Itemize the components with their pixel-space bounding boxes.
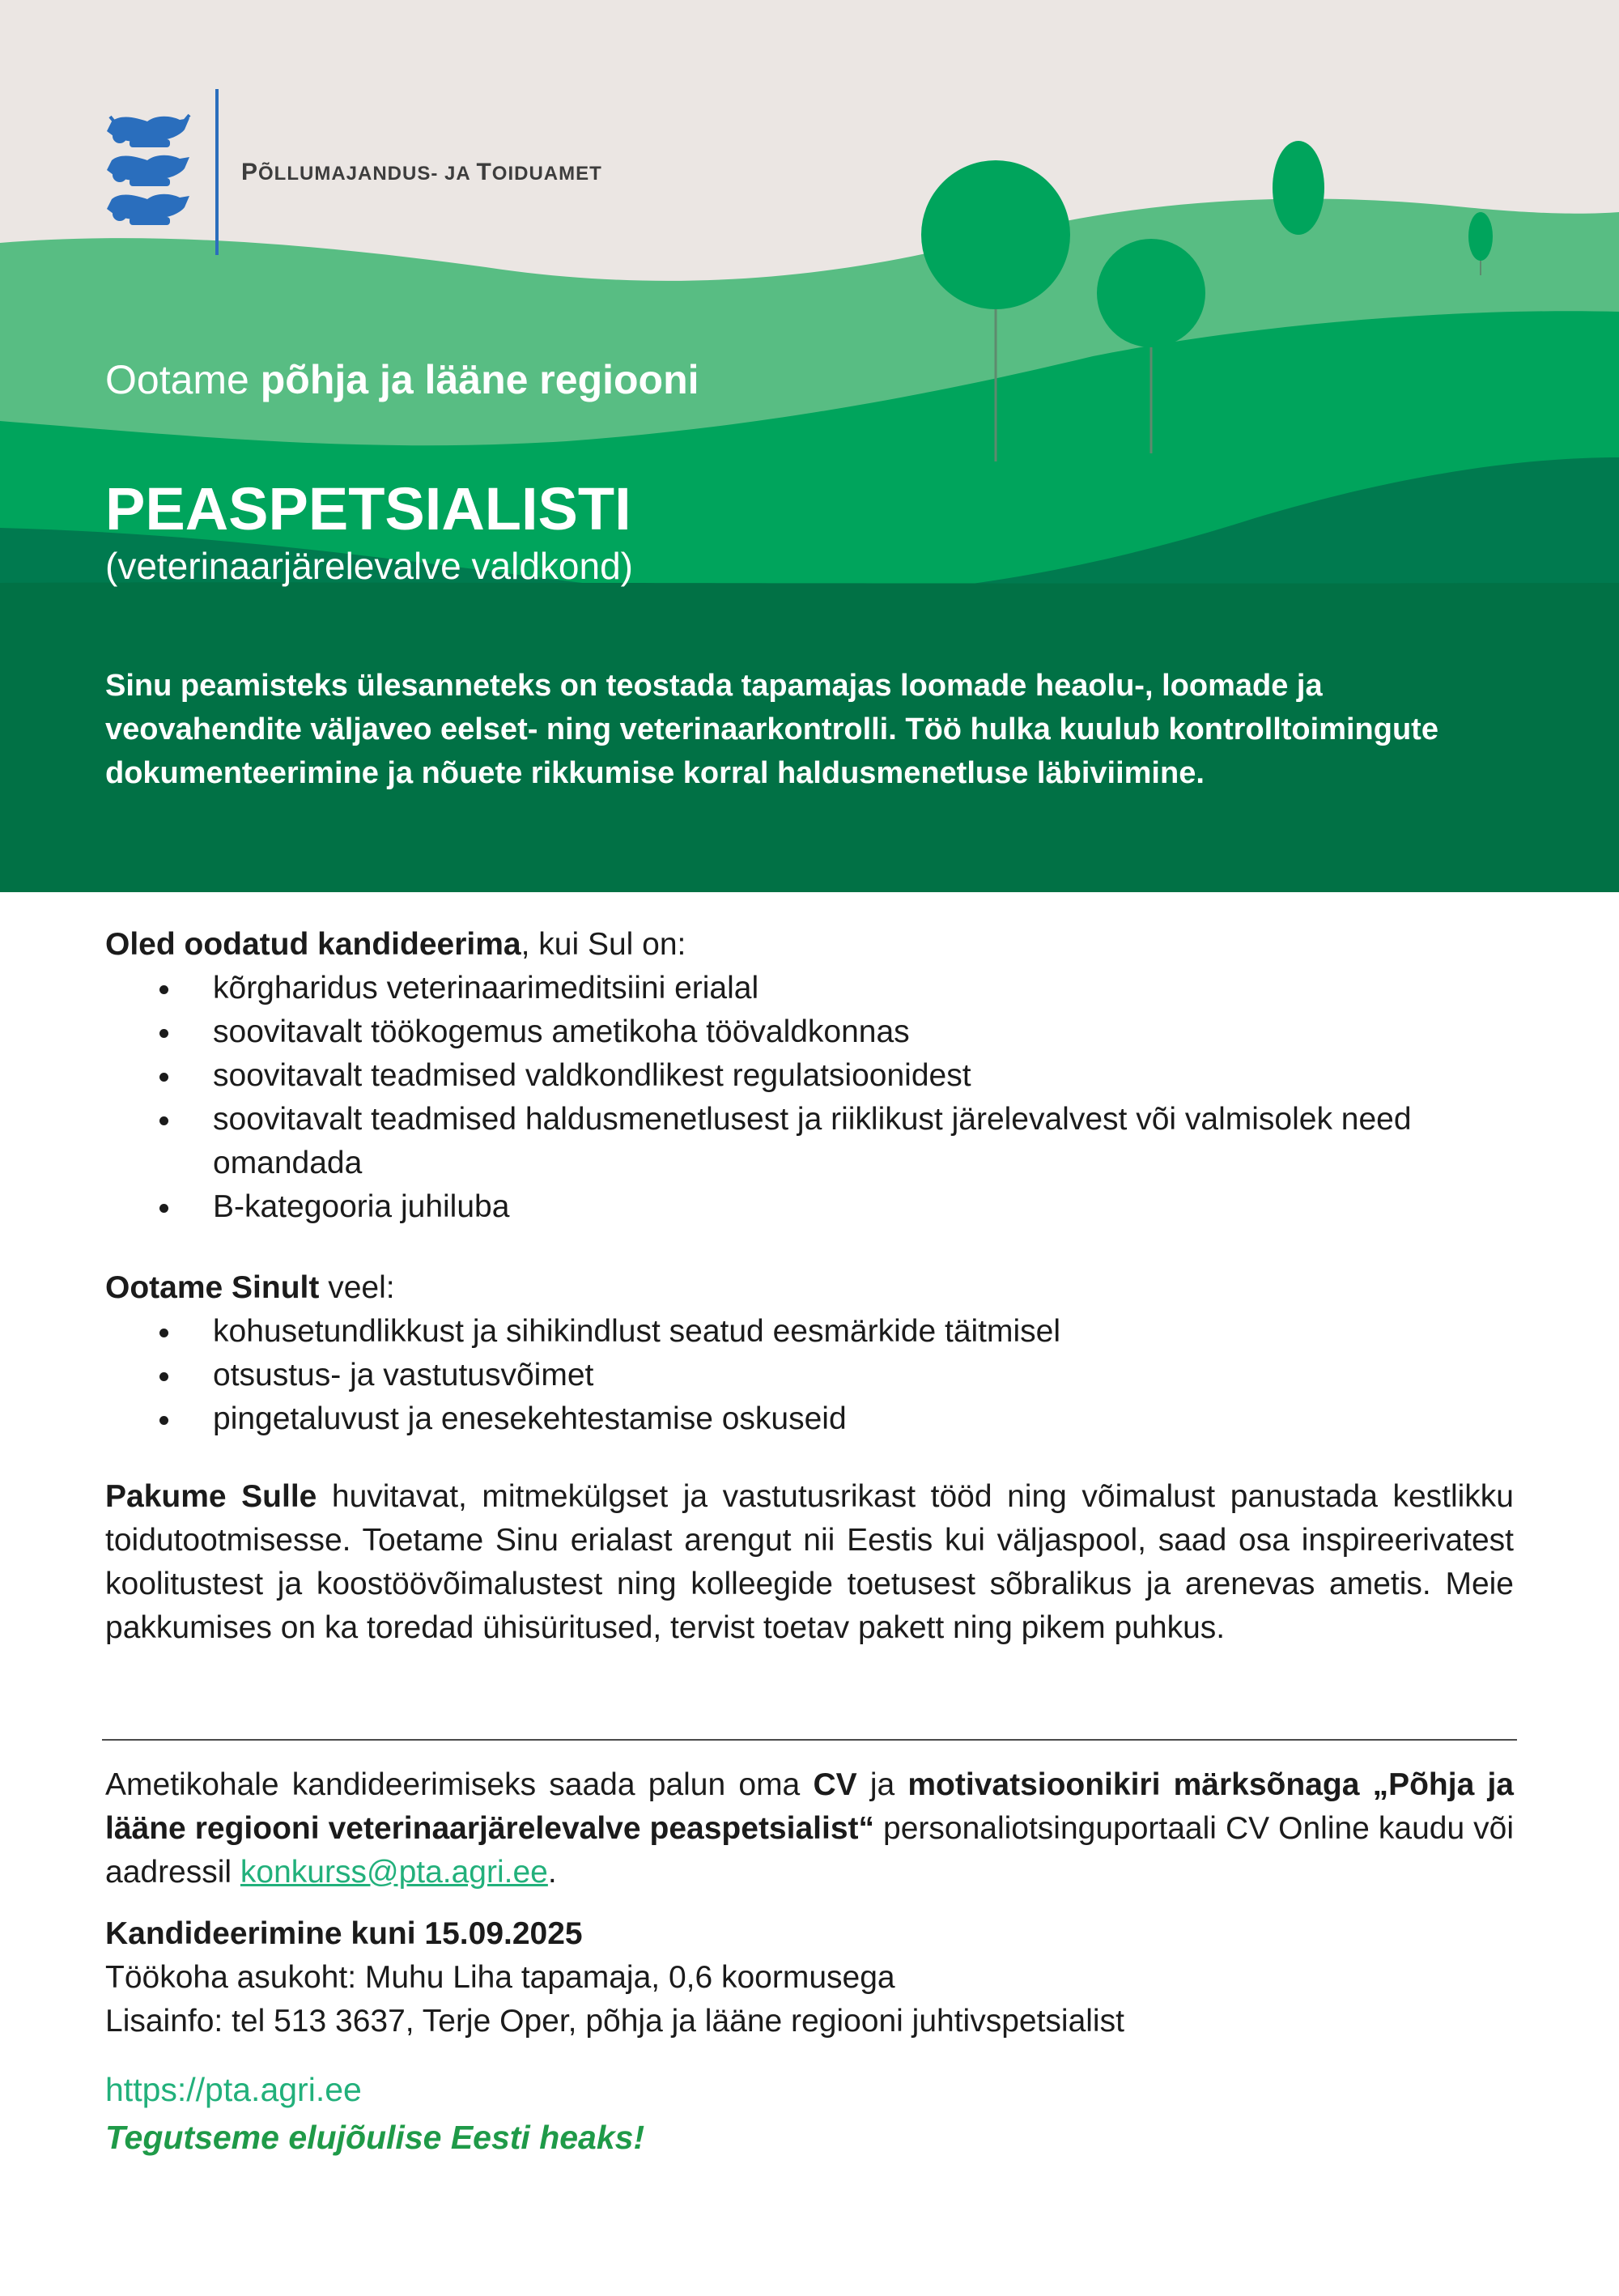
list-item: soovitavalt töökogemus ametikoha töövaldkonnas [213, 1010, 1514, 1054]
application-details [105, 1912, 1514, 2043]
list-item: otsustus- ja vastutusvõimet [213, 1354, 1514, 1397]
list-item: soovitavalt teadmised haldusmenetlusest ja riiklikust järelevalvest või valmisolek need omandada [213, 1098, 1514, 1185]
email-link[interactable]: konkurss@pta.agri.ee [240, 1855, 548, 1890]
three-lions-coat-of-arms-icon [105, 113, 194, 231]
list-item: B-kategooria juhiluba [213, 1185, 1514, 1229]
slogan: Tegutseme elujõulise Eesti heaks! [105, 2119, 645, 2156]
expectations-list [105, 1310, 1514, 1441]
list-item: kõrgharidus veterinaarimeditsiini erialal [213, 967, 1514, 1010]
main-content [105, 923, 1514, 1650]
job-subtitle: (veterinaarjärelevalve valdkond) [105, 545, 633, 587]
list-item: kohusetundlikkust ja sihikindlust seatud eesmärkide täitmisel [213, 1310, 1514, 1354]
tree-icon [1273, 141, 1324, 235]
job-title: PEASPETSIALISTI [105, 475, 631, 542]
expectations-heading: Ootame Sinult veel: [105, 1270, 395, 1305]
logo-divider [215, 89, 219, 255]
requirements-heading: Oled oodatud kandideerima, kui Sul on: [105, 927, 686, 962]
organization-name: PÕLLUMAJANDUS- JA TOIDUAMET [241, 159, 602, 185]
website-link[interactable]: https://pta.agri.ee [105, 2071, 362, 2108]
intro-line: Ootame põhja ja lääne regiooni [105, 357, 699, 402]
work-location: Töökoha asukoht: Muhu Liha tapamaja, 0,6 koormusega [105, 1960, 895, 1995]
application-instructions: Ametikohale kandideerimiseks saada palun oma CV ja motivatsioonikiri märksõnaga „Põhja ja lääne regiooni veterinaarjärelevalve peaspetsialist“ personaliotsinguportaali CV Online kaudu või aadressil konkurss@pta.agri.ee. [105, 1767, 1514, 1890]
hero-banner [0, 0, 1619, 892]
deadline: Kandideerimine kuni 15.09.2025 [105, 1916, 583, 1951]
list-item: soovitavalt teadmised valdkondlikest regulatsioonidest [213, 1054, 1514, 1098]
section-divider [102, 1739, 1517, 1741]
offer-paragraph: Pakume Sulle huvitavat, mitmekülgset ja vastutusrikast tööd ning võimalust panustada kestlikku toidutootmisesse. Toetame Sinu erialast arengut nii Eestis kui väljaspool, saad osa inspireerivatest koolitustest ja koostöövõimalustest ning kolleegide toetusest sõbralikus ja arenevas ametis. Meie pakkumises on ka toredad ühisüritused, tervist toetav pakett ning pikem puhkus. [105, 1479, 1514, 1645]
list-item: pingetaluvust ja enesekehtestamise oskuseid [213, 1397, 1514, 1441]
lead-paragraph: Sinu peamisteks ülesanneteks on teostada tapamajas loomade heaolu-, loomade ja veovahendite väljaveo eelset- ning veterinaarkontrolli. Töö hulka kuulub kontrolltoimingute dokumenteerimine ja nõuete rikkumise korral haldusmenetluse läbiviimine. [105, 669, 1438, 790]
contact-info: Lisainfo: tel 513 3637, Terje Oper, põhja ja lääne regiooni juhtivspetsialist [105, 2004, 1124, 2039]
requirements-list [105, 967, 1514, 1229]
